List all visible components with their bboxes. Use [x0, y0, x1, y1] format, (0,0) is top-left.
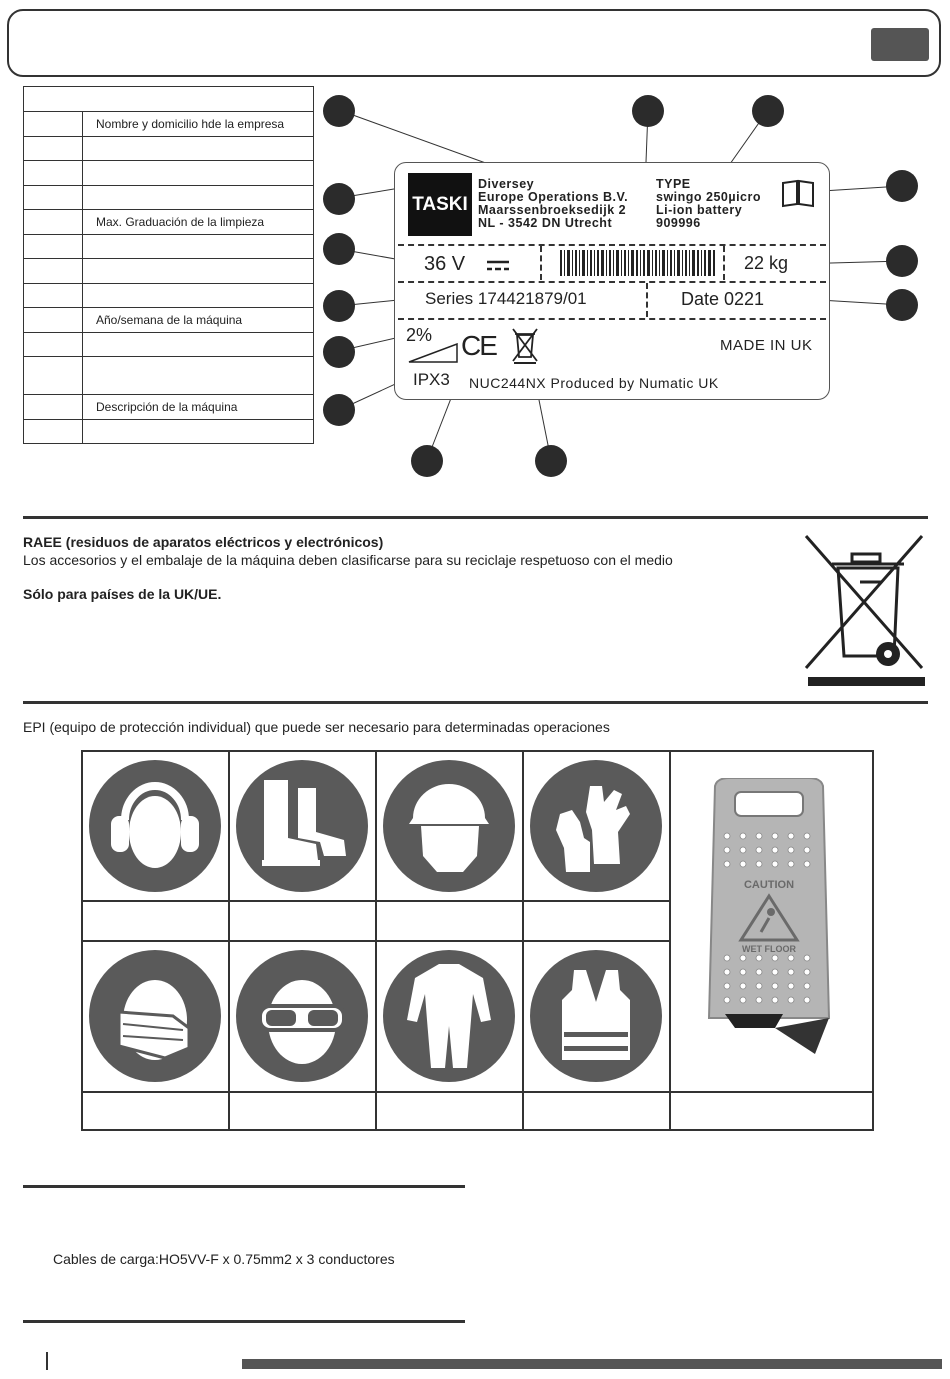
safety-goggles-icon [236, 950, 368, 1082]
section-divider [23, 1320, 465, 1323]
section-divider [23, 516, 928, 519]
legend-label: Año/semana de la máquina [83, 308, 314, 333]
callout-marker [323, 95, 355, 127]
plate-gradient: 2% [406, 325, 433, 345]
legend-label: Max. Graduación de la limpieza [83, 210, 314, 235]
barcode [560, 250, 715, 276]
callout-marker [886, 289, 918, 321]
plate-weight: 22 kg [744, 253, 789, 273]
plate-voltage: 36 V [424, 253, 466, 275]
plate-address: Diversey Europe Operations B.V. Maarssenbroeksedijk 2 NL - 3542 DN Utrecht [478, 177, 629, 230]
sign-wet-floor-text: WET FLOOR [742, 944, 796, 954]
weee-bin-icon [802, 532, 927, 688]
manual-book-icon [780, 178, 816, 208]
legend-label: Nombre y domicilio hde la empresa [83, 112, 314, 137]
callout-marker [323, 336, 355, 368]
overalls-icon [383, 950, 515, 1082]
callout-marker [323, 290, 355, 322]
dc-symbol-icon [486, 259, 510, 273]
plate-ipx: IPX3 [413, 370, 450, 389]
weee-note: Sólo para países de la UK/UE. [23, 586, 222, 602]
callout-marker [752, 95, 784, 127]
plate-date: Date 0221 [681, 289, 765, 309]
taski-logo: TASKI [408, 173, 472, 236]
callout-marker [886, 245, 918, 277]
section-divider [23, 701, 928, 704]
callout-marker [632, 95, 664, 127]
callout-marker [411, 445, 443, 477]
ppe-intro: EPI (equipo de protección individual) que puede ser necesario para determinadas operaciones [23, 719, 610, 735]
plate-type: TYPE swingo 250µicro Li-ion battery 909996 [656, 177, 762, 230]
safety-boots-icon [236, 760, 368, 892]
callout-marker [323, 183, 355, 215]
callout-marker [886, 170, 918, 202]
face-mask-icon [89, 950, 221, 1082]
wet-floor-sign-icon [705, 778, 833, 1058]
hi-vis-vest-icon [530, 950, 662, 1082]
section-divider [23, 1185, 465, 1188]
legend-label: Descripción de la máquina [83, 395, 314, 420]
weee-title: RAEE (residuos de aparatos eléctricos y electrónicos) [23, 534, 384, 550]
weee-bin-small-icon [510, 325, 540, 365]
plate-produced-by: NUC244NX Produced by Numatic UK [469, 375, 719, 391]
ear-protection-icon [89, 760, 221, 892]
cables-text: Cables de carga:HO5VV-F x 0.75mm2 x 3 conductores [53, 1251, 395, 1267]
callout-marker [535, 445, 567, 477]
gradient-slope-icon [408, 343, 458, 363]
ce-mark: CE [461, 330, 496, 361]
sign-caution-text: CAUTION [743, 879, 795, 891]
weee-body: Los accesorios y el embalaje de la máquina deben clasificarse para su reciclaje respetuoso con el medio [23, 552, 673, 568]
hard-hat-icon [383, 760, 515, 892]
footer-tick [46, 1352, 48, 1370]
plate-series: Series 174421879/01 [425, 289, 587, 308]
footer-bar [242, 1359, 942, 1369]
callout-marker [323, 394, 355, 426]
plate-made-in: MADE IN UK [720, 337, 813, 354]
callout-marker [323, 233, 355, 265]
gloves-icon [530, 760, 662, 892]
